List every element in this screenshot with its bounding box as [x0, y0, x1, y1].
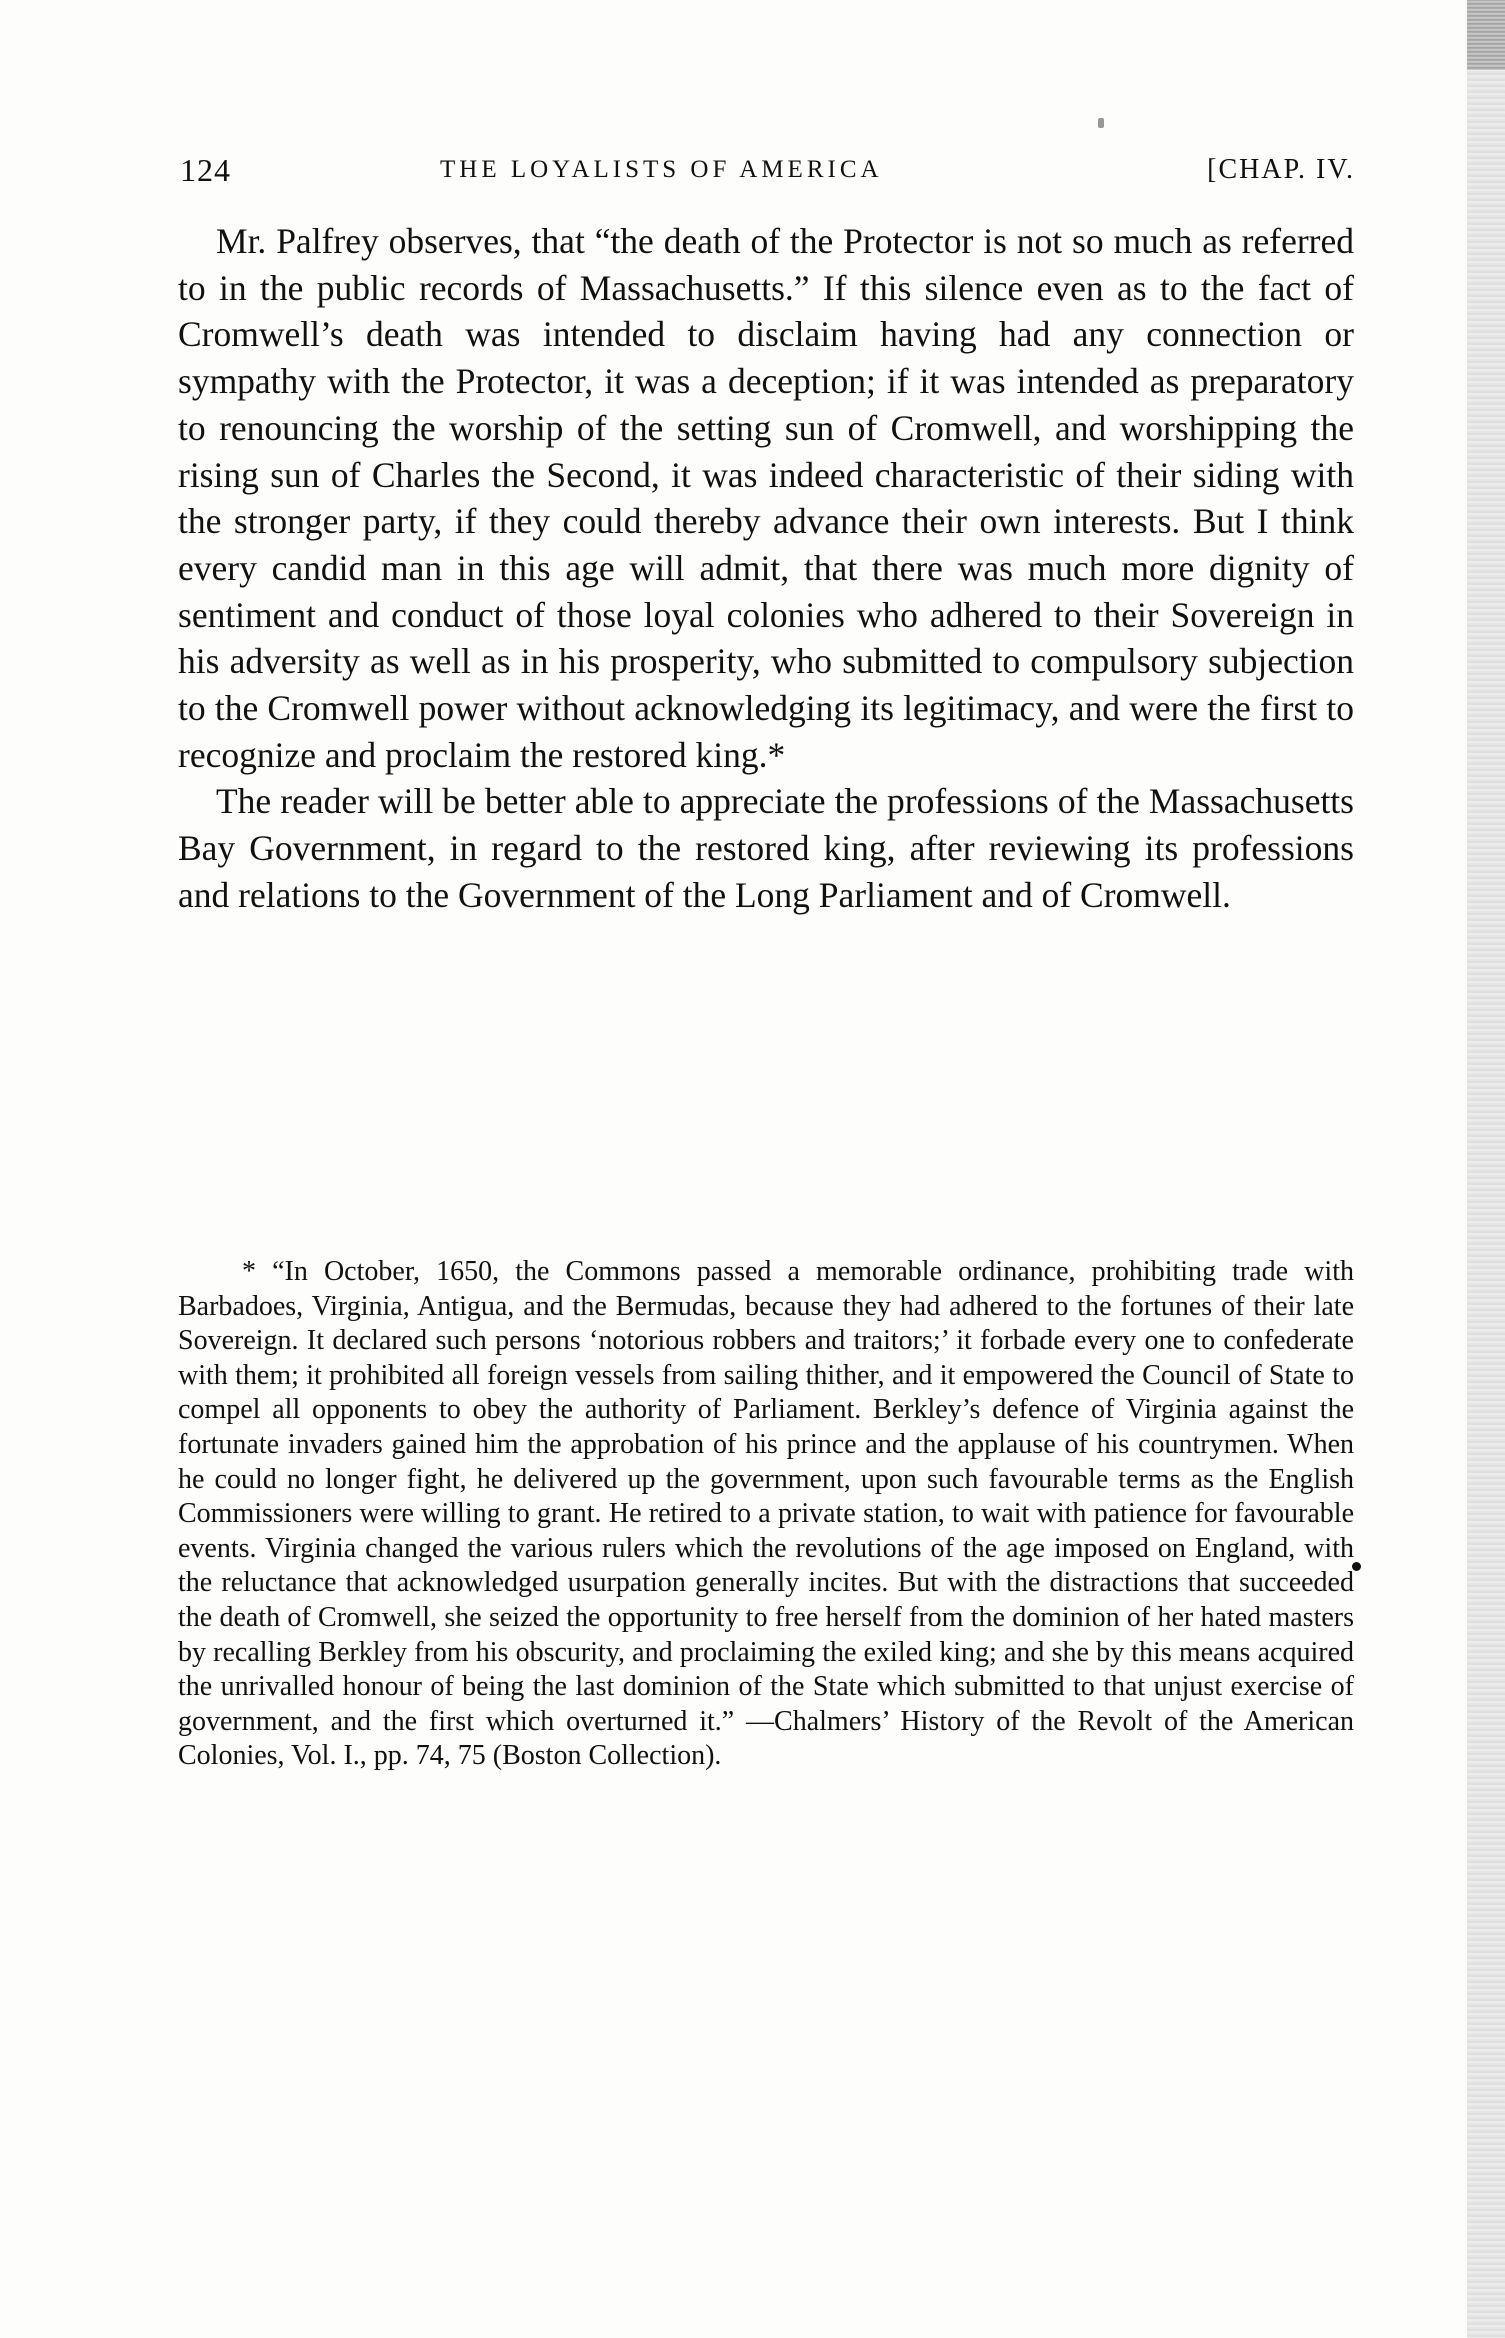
footnote-text: * “In October, 1650, the Commons passed a memorable ordinance, prohibiting trade with Barbadoes, Virginia, Antigua, and the Bermudas, because they had adhered to the fortunes of their late Sovereign. It declared such persons ‘notorious robbers and traitors;’ it forbade every one to confederate with them; it prohibited all foreign vessels from sailing thither, and it empowered the Council of State to compel all opponents to obey the authority of Parliament. Berkley’s defence of Virginia against the fortunate invaders gained him the approbation of his prince and the applause of his countrymen. When he could no longer fight, he delivered up the government, upon such favourable terms as the English Commissioners were willing to grant. He retired to a private station, to wait with patience for favourable events. Virginia changed the various rulers which the revolutions of the age imposed on England, with the reluctance that acknowledged usurpation generally incites. But with the distractions that succeeded the death of Cromwell, she seized the opportunity to free herself from the dominion of her hated masters by recalling Berkley from his obscurity, and proclaiming the exiled king; and she by this means acquired the unrivalled honour of being the last dominion of the State which submitted to that unjust exercise of government, and the first which overturned it.” —Chalmers’ History of the Revolt of the American Colonies, Vol. I., pp. 74, 75 (Boston Collection). [178, 1256, 1354, 1772]
chapter-marker: [CHAP. IV. [1207, 154, 1355, 185]
page-edge-dark-corner [1467, 0, 1505, 70]
page-edge-shading [1467, 0, 1505, 2338]
page-number: 124 [180, 152, 231, 188]
running-header [180, 152, 1355, 196]
running-title: THE LOYALISTS OF AMERICA [440, 156, 883, 183]
paragraph-palfrey: Mr. Palfrey observes, that “the death of the Protector is not so much as referred to in the public records of Massachusetts.” If this silence even as to the fact of Cromwell’s death was intended to disclaim having had any connection or sympathy with the Protector, it was a deception; if it was intended as preparatory to renouncing the worship of the setting sun of Cromwell, and worshipping the rising sun of Charles the Second, it was indeed characteristic of their siding with the stronger party, if they could thereby advance their own interests. But I think every candid man in this age will admit, that there was much more dignity of sentiment and conduct of those loyal colonies who adhered to their Sovereign in his adversity as well as in his prosperity, who submitted to compulsory subjection to the Cromwell power without acknowledging its legitimacy, and were the first to recognize and proclaim the restored king.* [178, 221, 1354, 775]
footnote [178, 1255, 1354, 1774]
paragraph-reader: The reader will be better able to appreciate the professions of the Massachusetts Bay Government, in regard to the restored king, after reviewing its professions and relations to the Government of the Long Parliament and of Cromwell. [178, 781, 1354, 915]
scan-speck [1098, 118, 1104, 128]
main-text [178, 218, 1354, 919]
